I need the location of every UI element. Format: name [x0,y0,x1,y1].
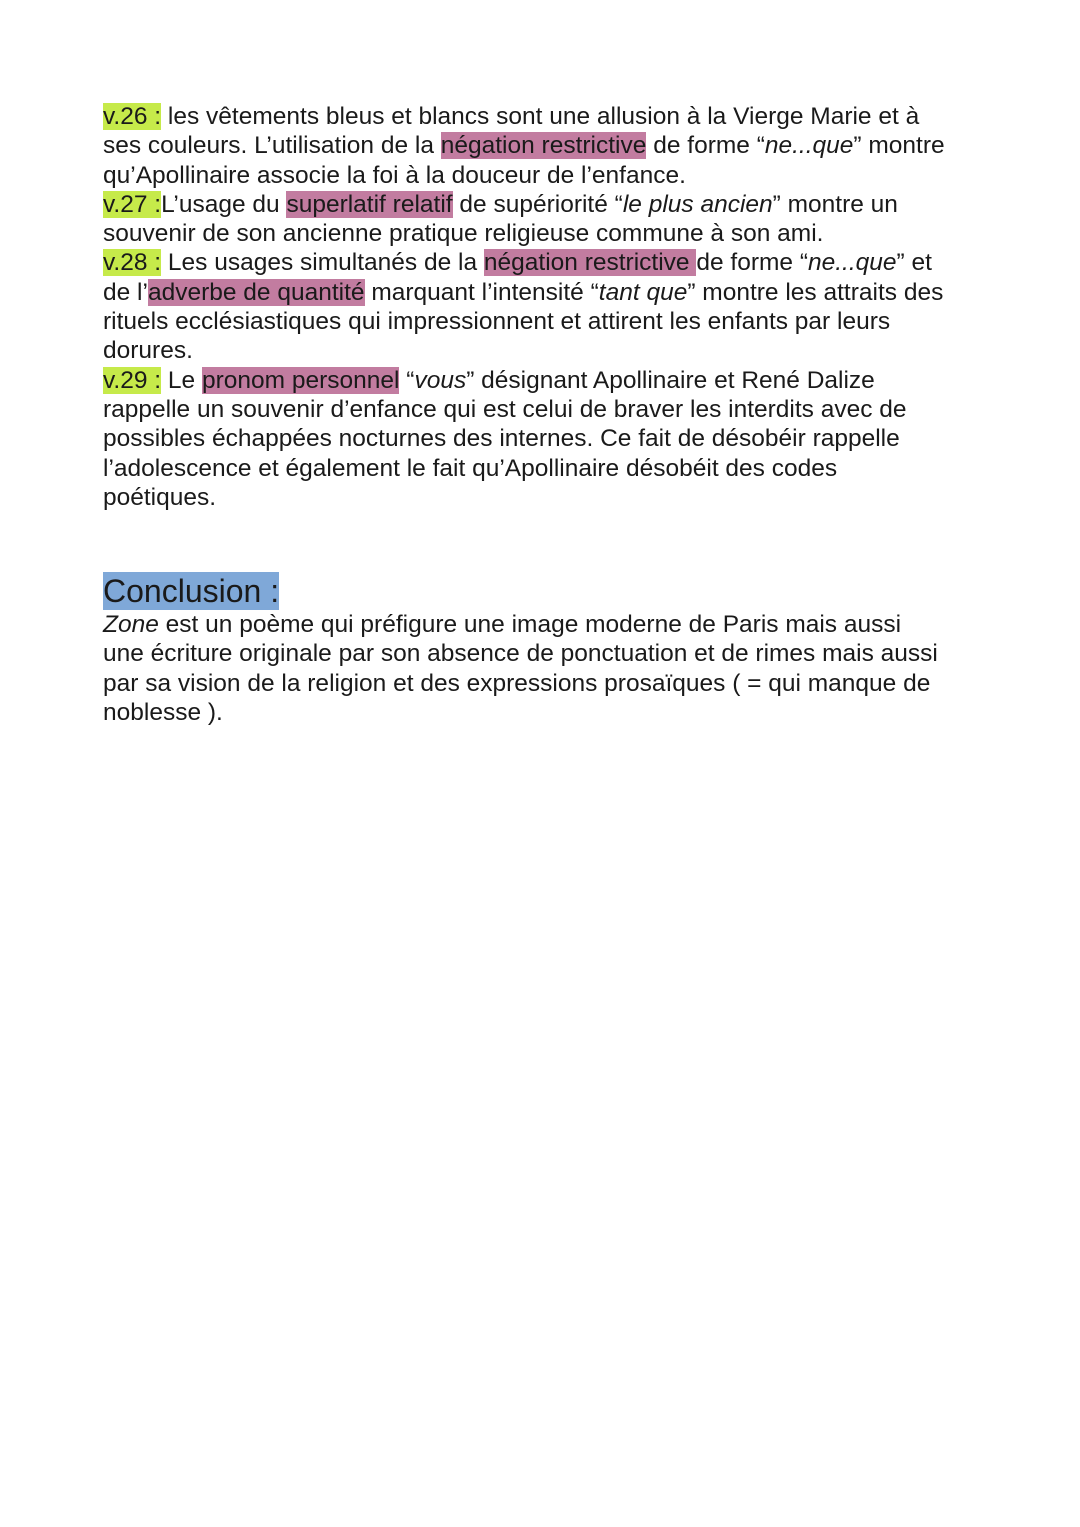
text: qu’Apollinaire associe la foi à la douceur de l’enfance. [103,161,686,189]
text: de l’ [103,278,148,306]
paragraph-v27 [103,190,1003,249]
paragraph-v28 [103,248,1003,365]
term-highlight: négation restrictive [483,249,697,277]
verse-tag: v.26 : [103,103,162,130]
text: possibles échappées nocturnes des internes. Ce fait de désobéir rappelle [103,425,900,453]
italic-quote: ne...que [807,249,897,277]
term-highlight: adverbe de quantité [147,278,365,306]
text: poétiques. [103,483,217,511]
text: ” montre les attraits des [687,278,944,306]
text: ses couleurs. L’utilisation de la [103,132,441,160]
text: de supériorité “ [452,190,623,218]
term-highlight: pronom personnel [201,366,400,394]
text: marquant l’intensité “ [364,278,599,306]
text: une écriture originale par son absence de ponctuation et de rimes mais aussi [103,640,938,668]
conclusion-section [103,572,1003,727]
paragraph-v26 [103,102,1003,190]
text: L’usage du [161,190,287,218]
verse-tag: v.28 : [103,249,162,277]
italic-quote: ne...que [764,132,854,160]
term-highlight: négation restrictive [440,132,647,160]
text: de forme “ [696,249,808,277]
text: ” montre un [772,190,898,218]
italic-quote: tant que [598,278,688,306]
verse-tag: v.27 : [103,190,162,218]
text: ” désignant Apollinaire et René Dalize [466,366,875,394]
italic-quote: vous [414,366,467,394]
text: l’adolescence et également le fait qu’Apollinaire désobéit des codes [103,454,838,482]
text: est un poème qui préfigure une image moderne de Paris mais aussi [158,611,902,639]
text: par sa vision de la religion et des expressions prosaïques ( = qui manque de [103,669,931,697]
text: les vêtements bleus et blancs sont une allusion à la Vierge Marie et à [161,103,920,130]
italic-quote: le plus ancien [622,190,773,218]
text: “ [399,366,415,394]
conclusion-text [103,610,1003,727]
text: souvenir de son ancienne pratique religieuse commune à son ami. [103,220,824,248]
document-content [103,102,1003,727]
text: rituels ecclésiastiques qui impressionnent et attirent les enfants par leurs [103,308,891,336]
conclusion-heading: Conclusion : [103,573,280,610]
paragraph-v29 [103,366,1003,512]
text: de forme “ [646,132,765,160]
term-highlight: superlatif relatif [286,190,453,218]
text: rappelle un souvenir d’enfance qui est celui de braver les interdits avec de [103,395,907,423]
text: ” montre [853,132,945,160]
italic-title: Zone [103,611,159,639]
text: Les usages simultanés de la [161,249,484,277]
text: ” et [896,249,932,277]
verse-tag: v.29 : [103,366,162,394]
text: noblesse ). [103,699,223,727]
text: Le [161,366,202,394]
text: dorures. [103,337,193,365]
